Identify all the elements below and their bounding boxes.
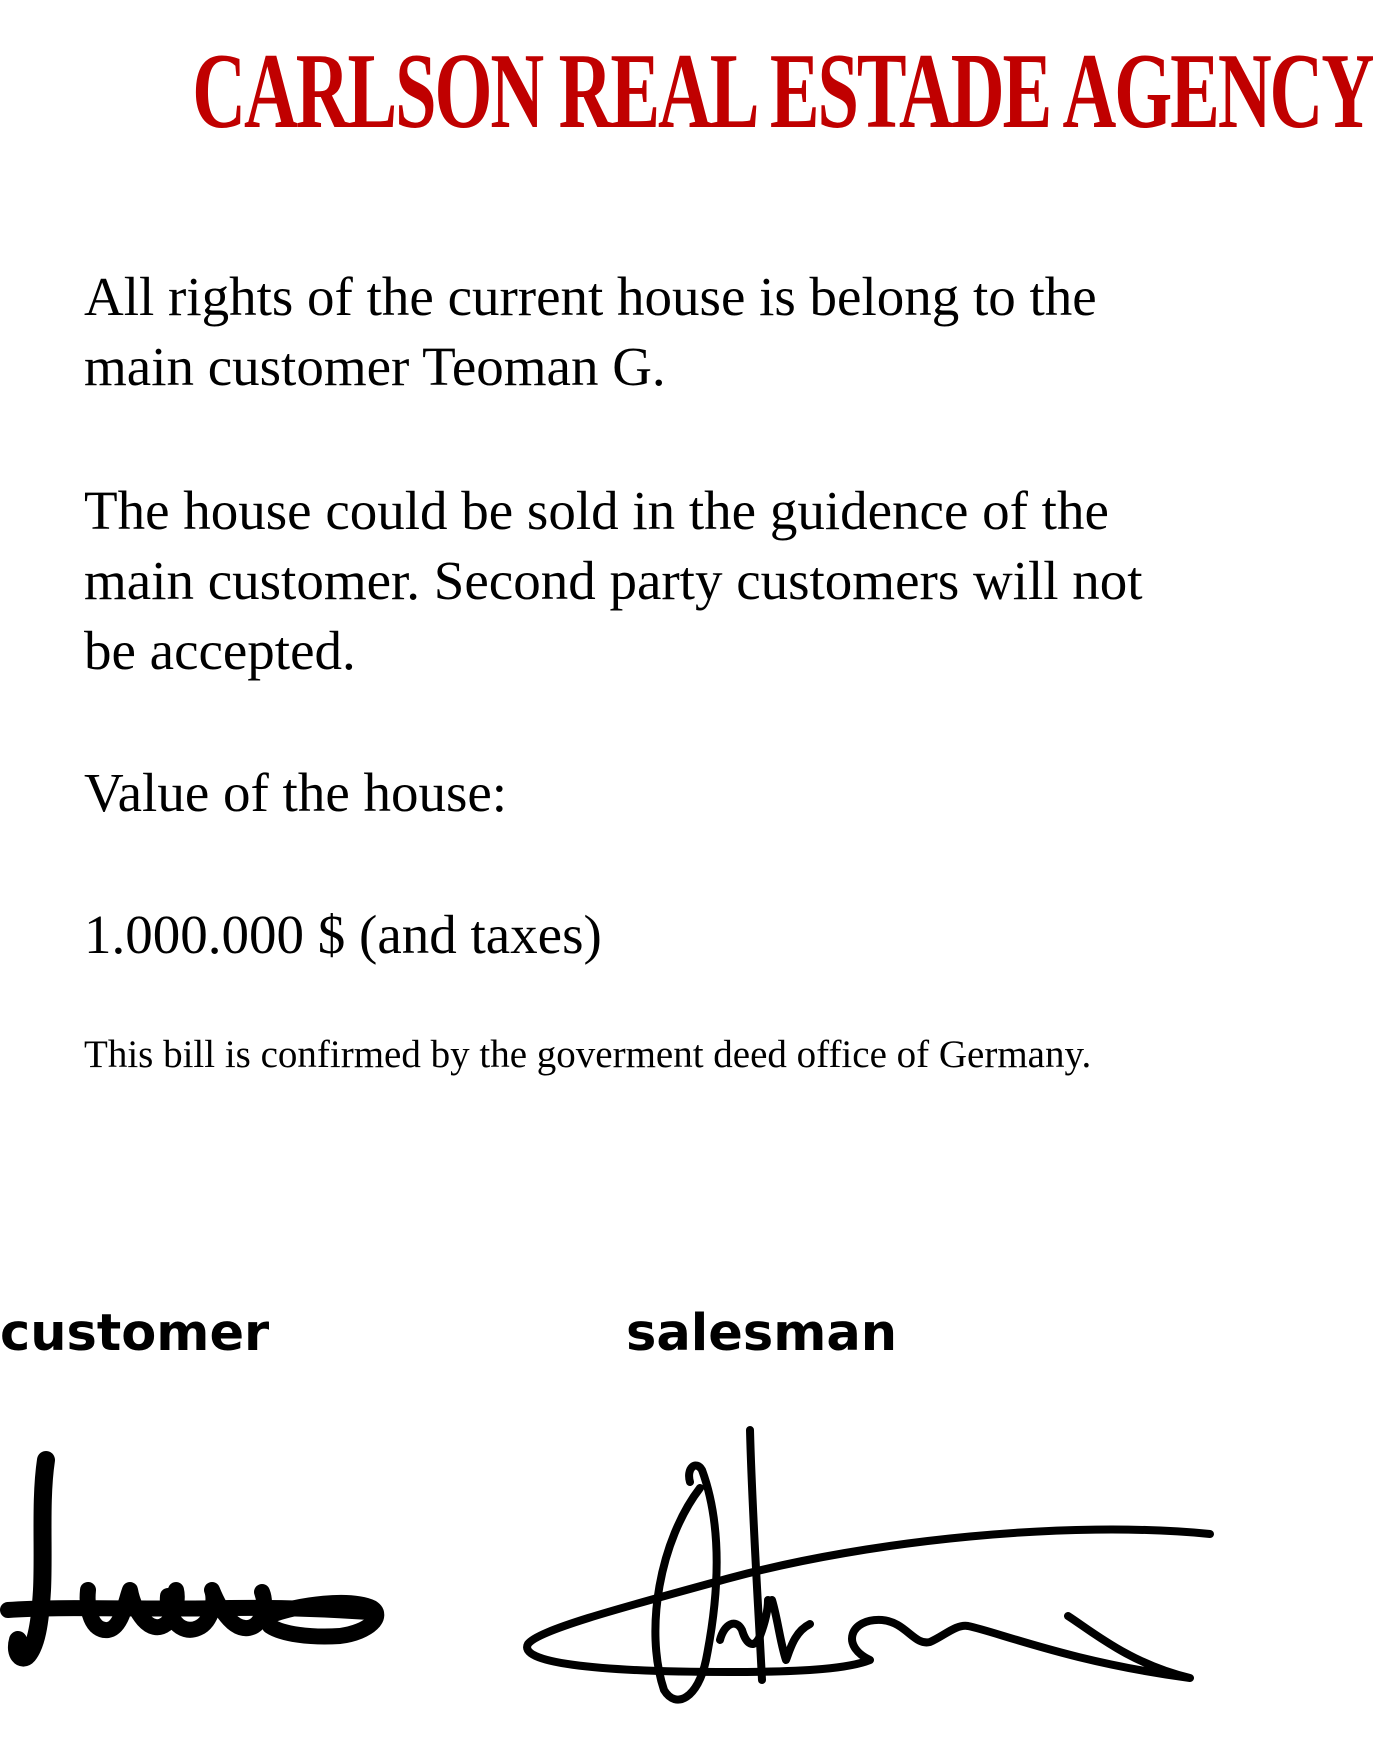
sale-terms-paragraph: The house could be sold in the guidence of the main customer. Second party customers will not be accepted. (84, 480, 1143, 681)
customer-signature-label: customer (0, 1304, 270, 1363)
salesman-signature (510, 1410, 1240, 1700)
value-label: Value of the house: (84, 762, 508, 823)
rights-paragraph: All rights of the current house is belong to the main customer Teoman G. (84, 266, 1097, 397)
agency-title: CARLSON REAL ESTADE AGENCY (192, 32, 1373, 151)
customer-signature (0, 1440, 420, 1680)
salesman-signature-label: salesman (626, 1304, 898, 1363)
value-amount: 1.000.000 $ (and taxes) (84, 904, 602, 965)
confirmation-note: This bill is confirmed by the goverment deed office of Germany. (84, 1033, 1092, 1076)
